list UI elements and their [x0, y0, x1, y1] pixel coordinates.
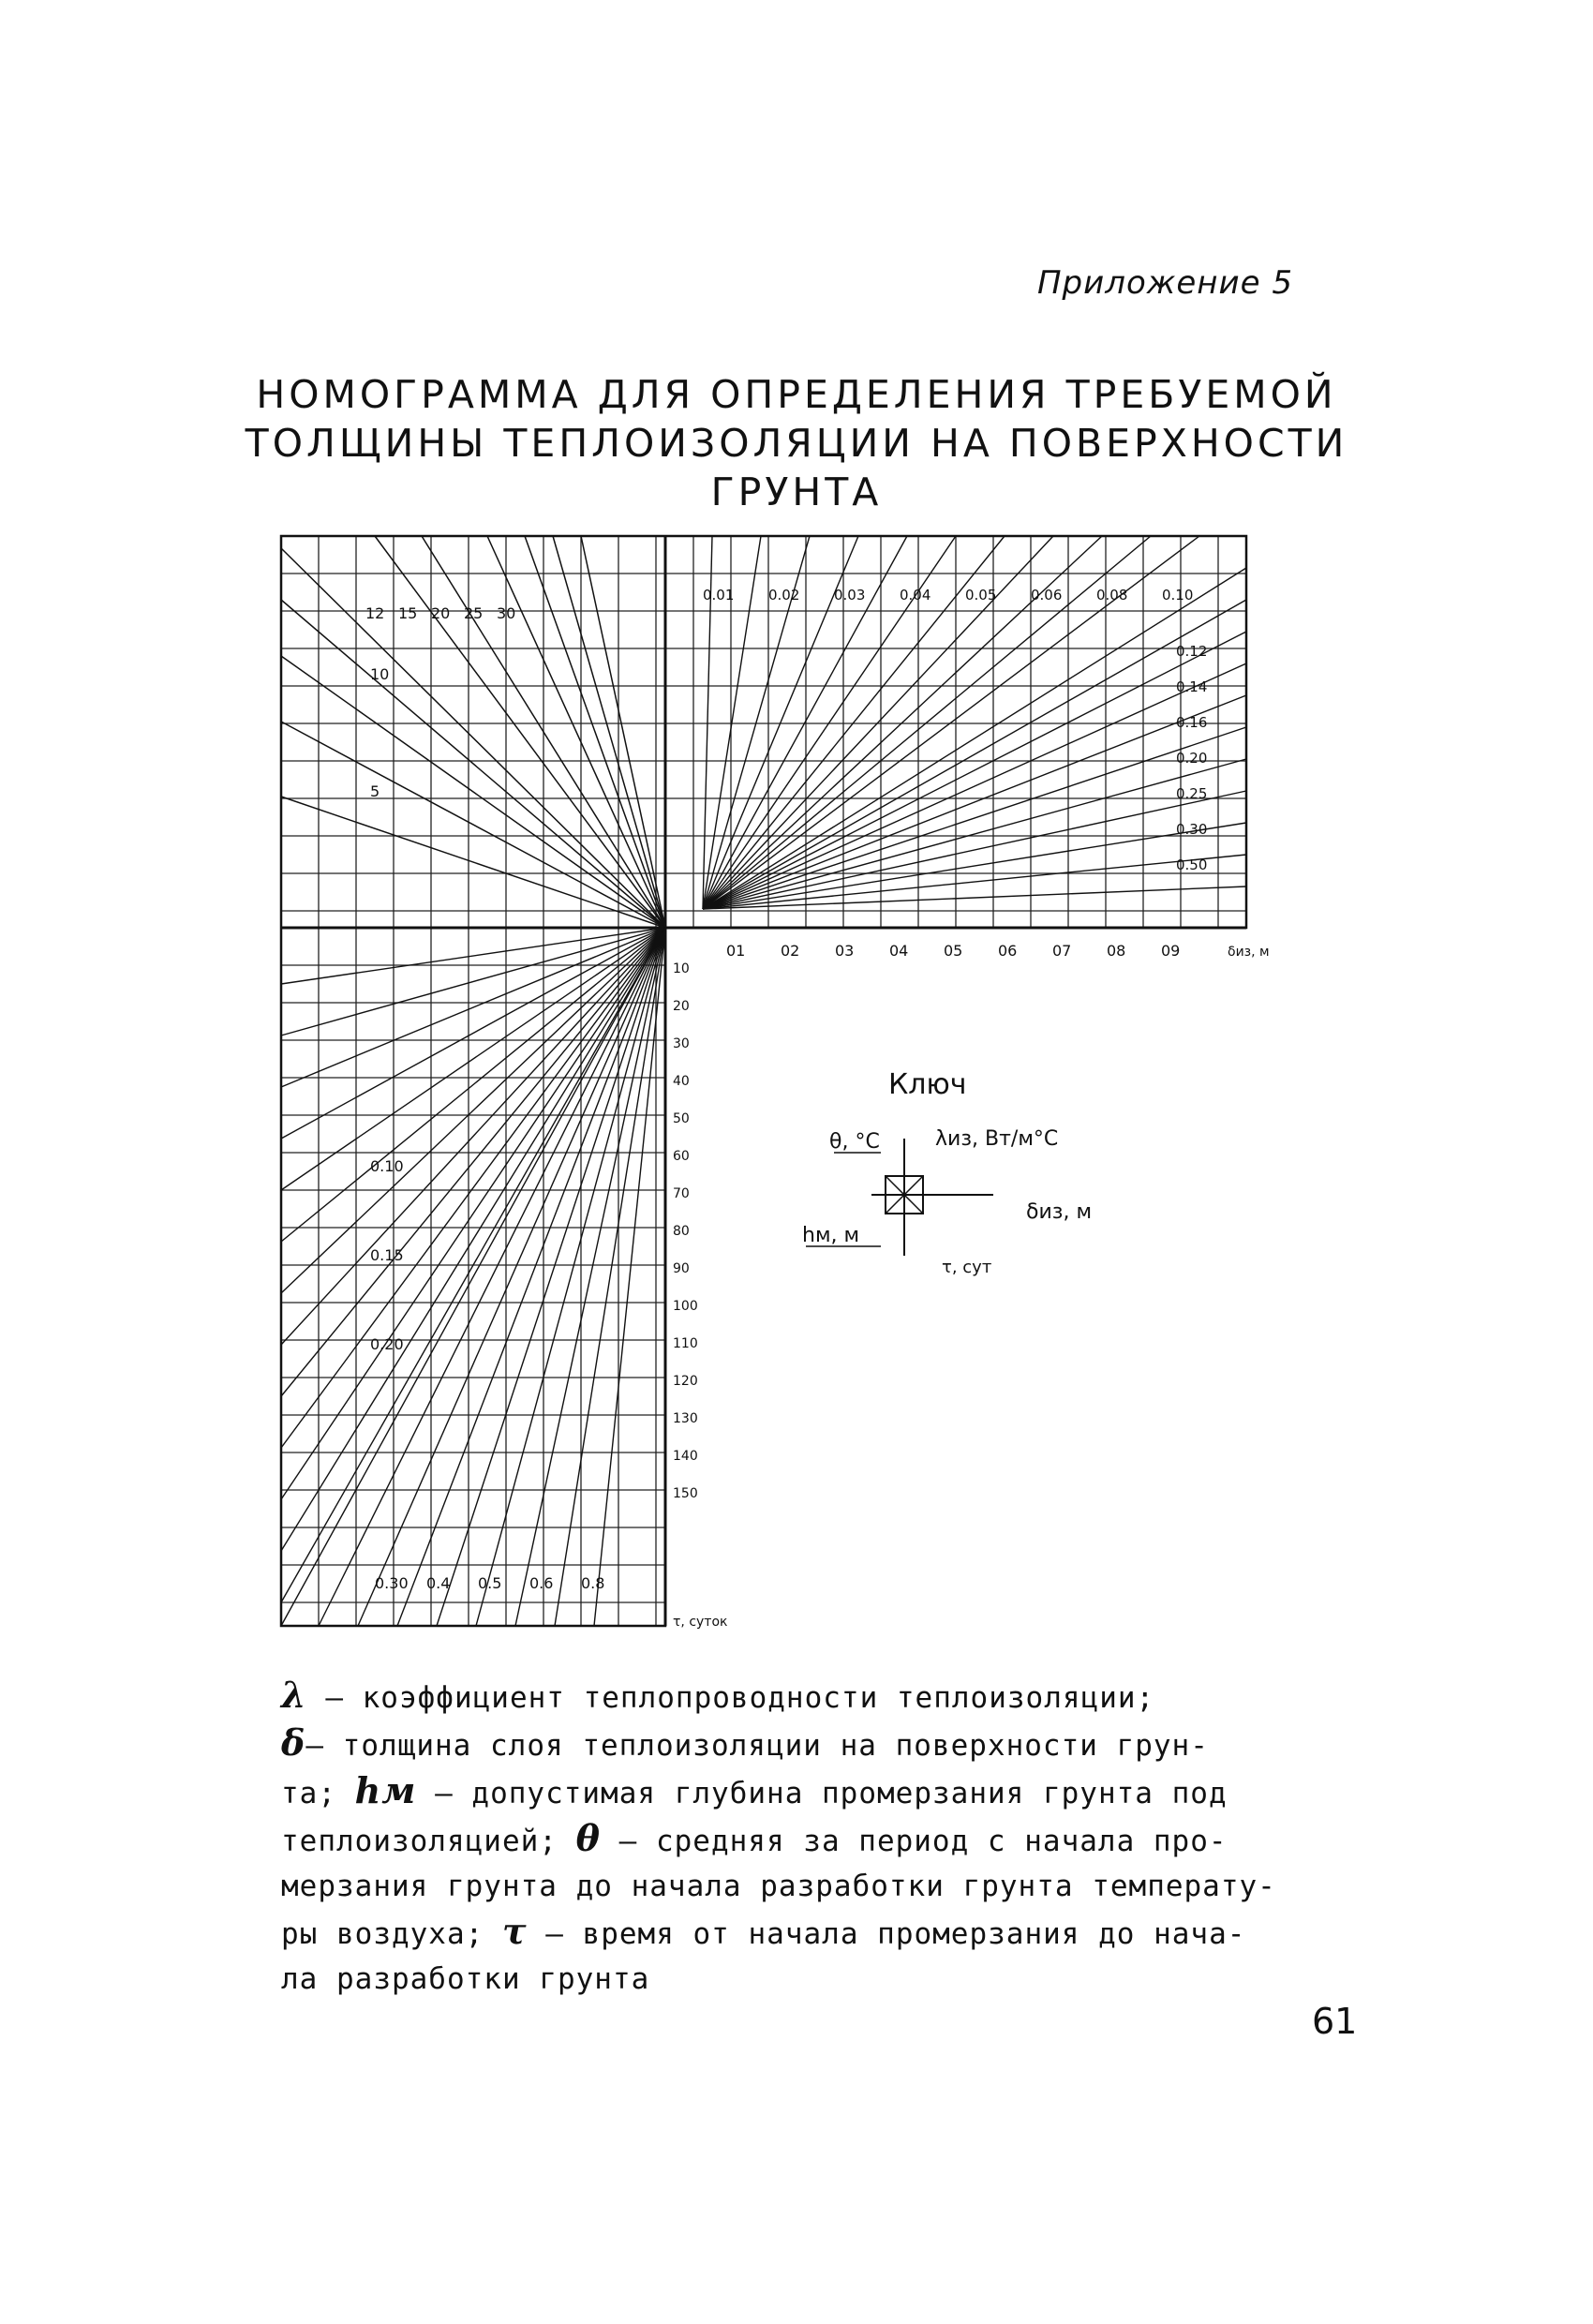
h-line — [594, 928, 665, 1626]
tau-axis-tick: 110 — [673, 1336, 698, 1351]
caption-line-2 — [281, 1721, 1368, 1768]
nomogram-frame — [281, 536, 1246, 1626]
key-tau-label: τ, сут — [942, 1258, 992, 1277]
key-delta-label: δиз, м — [1026, 1200, 1093, 1224]
theta-line — [375, 536, 665, 928]
theta-label: 30 — [497, 604, 516, 622]
delta-axis-tick: 08 — [1107, 942, 1126, 960]
tau-axis-tick: 130 — [673, 1411, 698, 1426]
theta-line — [281, 656, 665, 928]
lambda-line — [703, 663, 1246, 909]
theta-line — [281, 722, 665, 928]
lambda-label: 0.05 — [965, 587, 997, 603]
theta-line — [525, 536, 665, 928]
caption-text-3b: – допустимая глубина промерзания грунта под — [416, 1777, 1228, 1810]
delta-axis-tick: 06 — [998, 942, 1018, 960]
tau-axis-tick: 90 — [673, 1261, 690, 1276]
theta-label: 10 — [370, 665, 390, 683]
theta-line — [281, 797, 665, 928]
theta-line — [581, 536, 665, 928]
h-label: 0.20 — [370, 1335, 404, 1353]
h-line — [281, 928, 665, 1035]
delta-axis-tick: 04 — [889, 942, 909, 960]
caption-text-4a: теплоизоляцией; — [281, 1825, 576, 1858]
key-title: Ключ — [888, 1068, 967, 1101]
lambda-label: 0.14 — [1176, 678, 1208, 695]
h-label: 0.5 — [478, 1574, 502, 1592]
caption-line-6 — [281, 1909, 1368, 1957]
caption-text-1: – коэффициент теплопроводности теплоизоляции; — [306, 1681, 1155, 1715]
caption-line-7: ла разработки грунта — [281, 1962, 650, 1996]
lambda-symbol: λ — [281, 1674, 307, 1716]
delta-axis-tick: 03 — [835, 942, 855, 960]
lambda-label: 0.16 — [1176, 714, 1208, 731]
h-line — [281, 928, 665, 1087]
page-number: 61 — [1312, 2001, 1358, 2042]
h-line — [281, 928, 665, 1448]
key-h-label: hм, м — [802, 1224, 860, 1247]
lambda-label: 0.20 — [1176, 750, 1208, 767]
delta-axis-label: δиз, м — [1228, 945, 1270, 960]
h-line — [319, 928, 665, 1626]
tau-axis-tick: 140 — [673, 1449, 698, 1464]
caption-text-2: – толщина слоя теплоизоляции на поверхности грун- — [305, 1729, 1209, 1763]
h-line — [281, 928, 665, 1499]
key-lambda-label: λиз, Вт/м°C — [935, 1127, 1059, 1151]
h-label: 0.8 — [581, 1574, 605, 1592]
tau-axis-tick: 120 — [673, 1374, 698, 1389]
h-line — [281, 928, 665, 1345]
caption-text-6a: ры воздуха; — [281, 1917, 502, 1951]
h-label: 0.6 — [529, 1574, 554, 1592]
theta-label: 15 — [398, 604, 418, 622]
lambda-label: 0.08 — [1096, 587, 1128, 603]
lambda-label: 0.03 — [834, 587, 866, 603]
caption-line-5: мерзания грунта до начала разработки грунта температу- — [281, 1870, 1276, 1903]
theta-line — [487, 536, 665, 928]
theta-label: 12 — [365, 604, 385, 622]
tau-axis-tick: 70 — [673, 1186, 690, 1201]
lambda-line — [703, 695, 1246, 909]
caption-text-6b: – время от начала промерзания до нача- — [527, 1917, 1246, 1951]
key-theta-label: θ, °C — [829, 1130, 880, 1154]
tau-axis-tick: 60 — [673, 1149, 690, 1164]
tau-axis-tick: 30 — [673, 1036, 690, 1051]
theta-line — [553, 536, 665, 928]
title-line-3: ГРУНТА — [710, 469, 883, 514]
theta-label: 20 — [431, 604, 451, 622]
lambda-line — [703, 632, 1246, 909]
hm-symbol: hм — [354, 1769, 417, 1811]
delta-axis-tick: 02 — [781, 942, 800, 960]
lambda-label: 0.01 — [703, 587, 735, 603]
tau-axis-tick: 50 — [673, 1111, 690, 1126]
title-line-2: ТОЛЩИНЫ ТЕПЛОИЗОЛЯЦИИ НА ПОВЕРХНОСТИ — [245, 421, 1348, 466]
h-line — [281, 928, 665, 1396]
lambda-label: 0.02 — [768, 587, 800, 603]
tau-axis-tick: 80 — [673, 1224, 690, 1239]
h-line — [437, 928, 665, 1626]
h-line — [397, 928, 665, 1626]
lambda-line — [703, 886, 1246, 909]
delta-axis-tick: 07 — [1052, 942, 1072, 960]
tau-axis-label: τ, суток — [673, 1615, 728, 1630]
theta-label: 25 — [464, 604, 484, 622]
caption-line-1 — [281, 1673, 1368, 1721]
tau-axis-tick: 10 — [673, 961, 690, 976]
caption-line-4 — [281, 1816, 1368, 1864]
h-line — [281, 928, 665, 1551]
h-label: 0.4 — [426, 1574, 451, 1592]
lambda-label: 0.06 — [1031, 587, 1063, 603]
delta-axis-tick: 09 — [1161, 942, 1181, 960]
delta-axis-tick: 05 — [944, 942, 963, 960]
tau-axis-tick: 100 — [673, 1299, 698, 1314]
tau-axis-tick: 40 — [673, 1074, 690, 1089]
caption-text-3a: та; — [281, 1777, 355, 1810]
lambda-line — [703, 759, 1246, 909]
appendix-label: Приложение 5 — [1036, 264, 1293, 302]
title-line-1: НОМОГРАММА ДЛЯ ОПРЕДЕЛЕНИЯ ТРЕБУЕМОЙ — [256, 372, 1337, 417]
delta-axis-tick: 01 — [726, 942, 746, 960]
tau-symbol: τ — [501, 1910, 528, 1952]
h-label: 0.10 — [370, 1157, 404, 1175]
caption-line-3 — [281, 1768, 1368, 1816]
lambda-label: 0.25 — [1176, 785, 1208, 802]
tau-axis-tick: 150 — [673, 1486, 698, 1501]
lambda-label: 0.50 — [1176, 857, 1208, 873]
lambda-label: 0.04 — [900, 587, 931, 603]
lambda-label: 0.10 — [1162, 587, 1194, 603]
tau-axis-tick: 20 — [673, 999, 690, 1014]
lambda-label: 0.30 — [1176, 821, 1208, 838]
h-label: 0.15 — [370, 1246, 404, 1264]
caption — [281, 1673, 1368, 2002]
delta-symbol: δ — [281, 1721, 306, 1764]
caption-text-4b: – средняя за период с начала про- — [600, 1825, 1228, 1858]
theta-symbol: θ — [575, 1817, 601, 1859]
lambda-label: 0.12 — [1176, 643, 1208, 660]
theta-label: 5 — [370, 782, 380, 800]
h-label: 0.30 — [375, 1574, 409, 1592]
